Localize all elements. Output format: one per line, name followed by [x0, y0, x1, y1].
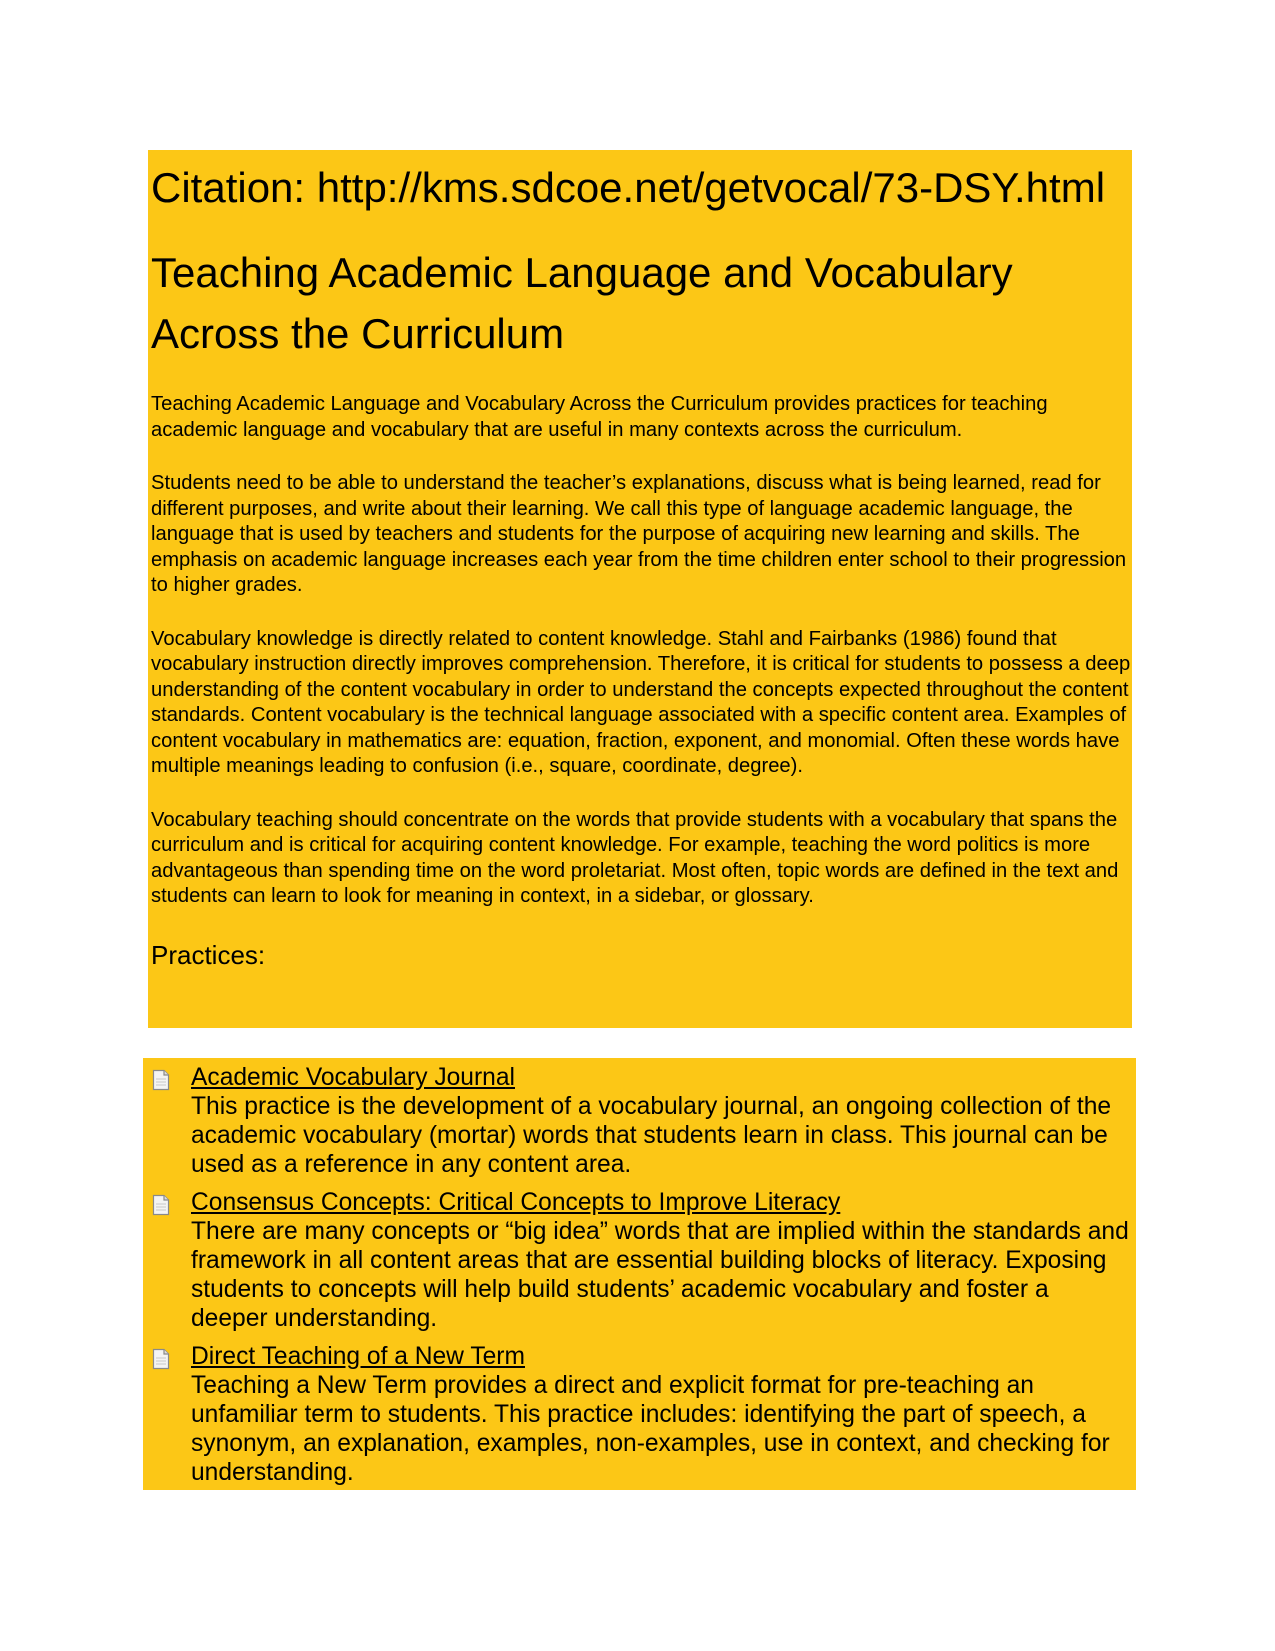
practice-link-direct-teaching[interactable]: Direct Teaching of a New Term	[191, 1343, 525, 1370]
list-item	[143, 1189, 1136, 1333]
practice-description: Teaching a New Term provides a direct and explicit format for pre-teaching an unfamiliar term to students. This practice includes: identifying the part of speech, a synonym, an explanation, examples, non-examples, use in context, and checking for understanding.	[191, 1372, 1110, 1486]
practice-list	[143, 1064, 1136, 1487]
practice-link-consensus-concepts[interactable]: Consensus Concepts: Critical Concepts to Improve Literacy	[191, 1189, 841, 1216]
practice-link-academic-vocabulary-journal[interactable]: Academic Vocabulary Journal	[191, 1064, 515, 1091]
practices-section	[143, 1058, 1136, 1490]
page-title: Teaching Academic Language and Vocabulary Across the Curriculum	[151, 249, 1013, 357]
intro-paragraph: Teaching Academic Language and Vocabulary Across the Curriculum provides practices for teaching academic language and vocabulary that are useful in many contexts across the curriculum.	[151, 393, 1048, 441]
vocabulary-teaching-paragraph: Vocabulary teaching should concentrate on the words that provide students with a vocabulary that spans the curriculum and is critical for acquiring content knowledge. For example, teaching the word politics is more advantageous than spending time on the word proletariat. Most often, topic words are defined in the text and students can learn to look for meaning in context, in a sidebar, or glossary.	[151, 808, 1119, 907]
list-item	[143, 1343, 1136, 1487]
content-vocabulary-paragraph: Vocabulary knowledge is directly related to content knowledge. Stahl and Fairbanks (1986) found that vocabulary instruction directly improves comprehension. Therefore, it is critical for students to possess a deep understanding of the content vocabulary in order to understand the concepts expected throughout the content standards. Content vocabulary is the technical language associated with a specific content area. Examples of content vocabulary in mathematics are: equation, fraction, exponent, and monomial. Often these words have multiple meanings leading to confusion (i.e., square, coordinate, degree).	[151, 627, 1131, 777]
intro-section	[148, 150, 1132, 1028]
academic-language-paragraph: Students need to be able to understand the teacher’s explanations, discuss what is being learned, read for different purposes, and write about their learning. We call this type of language academic language, the language that is used by teachers and students for the purpose of acquiring new learning and skills. The emphasis on academic language increases each year from the time children enter school to their progression to higher grades.	[151, 472, 1127, 596]
list-item	[143, 1064, 1136, 1179]
citation-heading: Citation: http://kms.sdcoe.net/getvocal/73-DSY.html	[151, 164, 1106, 211]
document-icon	[152, 1194, 170, 1216]
practice-description: There are many concepts or “big idea” words that are implied within the standards and framework in all content areas that are essential building blocks of literacy. Exposing students to concepts will help build students’ academic vocabulary and foster a deeper understanding.	[191, 1218, 1129, 1332]
document-icon	[152, 1069, 170, 1091]
document-icon	[152, 1348, 170, 1370]
practice-description: This practice is the development of a vocabulary journal, an ongoing collection of the academic vocabulary (mortar) words that students learn in class. This journal can be used as a reference in any content area.	[191, 1093, 1112, 1178]
practices-heading: Practices:	[151, 939, 266, 970]
